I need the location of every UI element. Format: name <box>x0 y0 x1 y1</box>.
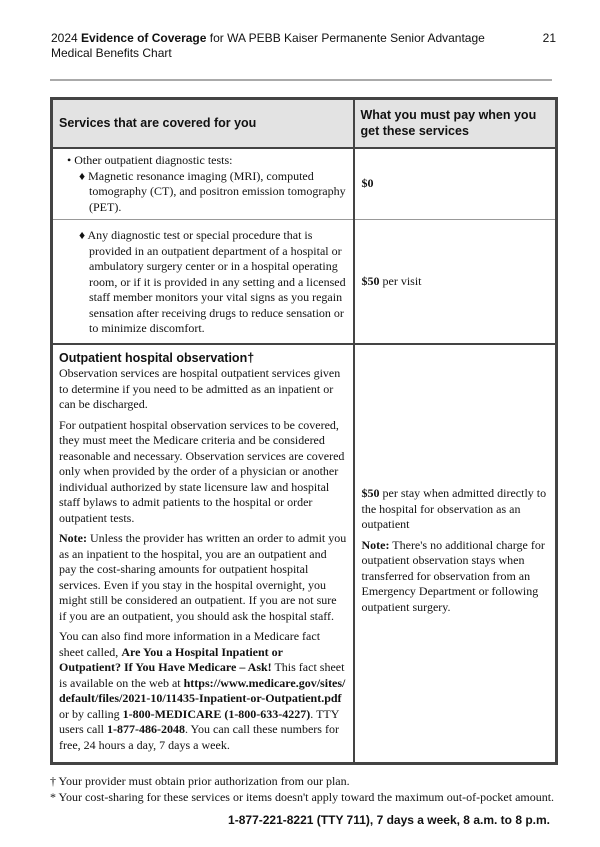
table-row <box>52 220 557 344</box>
footnote-dagger: † Your provider must obtain prior authorization from our plan. <box>50 774 350 788</box>
paragraph: For outpatient hospital observation services to be covered, they must meet the Medicare criteria and be considered reasonable and necessary. Observation services are covered only when provided by the order of a physician or another individual authorized by state licensure law and hospital staff bylaws to admit patients to the hospital or order outpatient tests. <box>59 417 345 525</box>
page-header <box>50 31 558 61</box>
column-header-cost: What you must pay when you get these services <box>354 99 557 149</box>
paragraph <box>59 531 347 624</box>
footnote-asterisk: * Your cost-sharing for these services or items doesn't apply toward the maximum out-of-pocket amount. <box>50 790 555 804</box>
fact-sheet-title: Are You a Hospital Inpatient or Outpatient? If You Have Medicare – Ask! <box>59 644 283 674</box>
text: or by calling <box>59 706 120 721</box>
header-year: 2024 <box>51 31 78 45</box>
text: . You can call these numbers for free, 24 hours a day, 7 days a week. <box>59 722 339 752</box>
note-label: Note: <box>59 531 87 545</box>
item-text: Any diagnostic test or special procedure that is provided in an outpatient department of a hospital or ambulatory surgery center or in a hospital operating room, or if it is provided in any setting and a licensed staff member monitors your vital signs as you regain sensation after receiving drugs to reduce sensation or to minimize discomfort. <box>87 228 346 335</box>
tty-phone: 1-877-486-2048 <box>106 722 185 736</box>
header-divider <box>50 79 552 81</box>
text: . TTY users call <box>59 706 339 736</box>
table-row <box>52 148 557 220</box>
header-subtitle: Medical Benefits Chart <box>51 46 172 60</box>
note-label: Note: <box>361 537 390 552</box>
cost-text <box>362 486 549 533</box>
text: You can also find more information in a Medicare fact sheet called, <box>59 629 321 659</box>
paragraph: Observation services are hospital outpatient services given to determine if you need to be admitted as an inpatient or can be discharged. <box>59 366 341 411</box>
medicare-link[interactable]: https://www.medicare.gov/sites/default/files/2021-10/11435-Inpatient-or-Outpatient.pdf <box>59 675 346 705</box>
cost-value: $50 <box>361 273 380 288</box>
benefits-table <box>50 97 558 765</box>
header-plan: for WA PEBB Kaiser Permanente Senior Advantage <box>209 31 485 45</box>
page-number: 21 <box>542 31 556 45</box>
section-title: Outpatient hospital observation† <box>59 350 255 365</box>
bullet-text: Other outpatient diagnostic tests: <box>74 153 233 167</box>
cost-value: $0 <box>361 176 374 191</box>
header-text <box>51 31 491 61</box>
header-doc-title: Evidence of Coverage <box>81 31 207 45</box>
cost-value: $50 <box>361 486 380 501</box>
medicare-phone: 1-800-MEDICARE (1-800-633-4227) <box>122 706 311 721</box>
cost-note <box>362 538 549 616</box>
list-item: • Other outpatient diagnostic tests: <box>67 153 233 167</box>
text: This fact sheet is available on the web at <box>59 660 345 690</box>
cost-text: per visit <box>382 273 422 288</box>
list-item: ♦ Any diagnostic test or special procedure that is provided in an outpatient department of a hospital or ambulatory surgery center or in a hospital operating room, or if it is provided in any setting and a licensed staff member monitors your vital signs as you regain sensation after receiving drugs to reduce sensation or to minimize discomfort. <box>79 228 346 335</box>
note-text: Unless the provider has written an order to admit you as an inpatient to the hospital, you are an outpatient and pay the cost-sharing amounts for outpatient hospital services. Even if you stay in the hospital overnight, you might still be considered an outpatient. If you are not sure if you are an outpatient, you should ask the hospital staff. <box>59 531 347 623</box>
footnotes <box>50 773 558 805</box>
paragraph <box>59 629 347 753</box>
contact-phone: 1-877-221-8221 (TTY 711), 7 days a week, 8 a.m. to 8 p.m. <box>228 813 550 827</box>
list-item: ♦ Magnetic resonance imaging (MRI), computed tomography (CT), and positron emission tomography (PET). <box>79 168 346 214</box>
table-row <box>52 344 557 764</box>
note-text: There's no additional charge for outpatient observation stays when transferred for observation from an Emergency Department or following outpatient surgery. <box>361 537 545 614</box>
item-text: Magnetic resonance imaging (MRI), computed tomography (CT), and positron emission tomography (PET). <box>88 168 346 214</box>
column-header-services: Services that are covered for you <box>52 99 354 149</box>
cost-desc: per stay when admitted directly to the hospital for observation as an outpatient <box>361 486 547 532</box>
